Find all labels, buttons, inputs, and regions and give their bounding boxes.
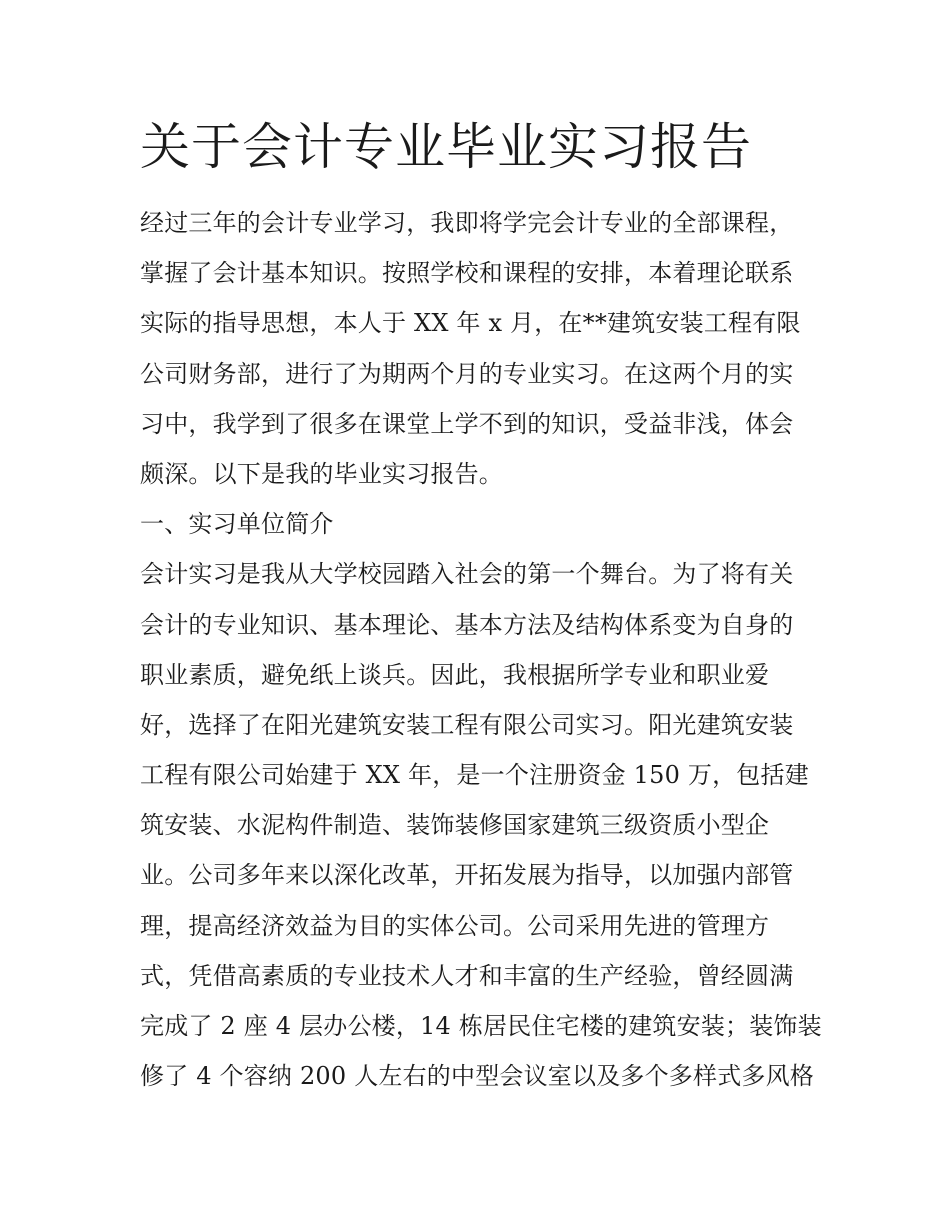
body-line: 业。公司多年来以深化改革，开拓发展为指导，以加强内部管 [140, 861, 794, 890]
body-line: 掌握了会计基本知识。按照学校和课程的安排，本着理论联系 [140, 259, 794, 288]
document-page [140, 108, 820, 1101]
body-line: 会计的专业知识、基本理论、基本方法及结构体系变为自身的 [140, 610, 794, 639]
body-line: 经过三年的会计专业学习，我即将学完会计专业的全部课程， [140, 209, 794, 237]
body-line: 公司财务部，进行了为期两个月的专业实习。在这两个月的实 [140, 359, 794, 388]
body-line: 修了 4 个容纳 200 人左右的中型会议室以及多个多样式多风格 [140, 1062, 814, 1091]
body-line: 理，提高经济效益为目的实体公司。公司采用先进的管理方 [140, 911, 770, 940]
body-line: 完成了 2 座 4 层办公楼，14 栋居民住宅楼的建筑安装；装饰装 [140, 1012, 822, 1040]
body-line: 会计实习是我从大学校园踏入社会的第一个舞台。为了将有关 [140, 560, 794, 589]
body-line: 式，凭借高素质的专业技术人才和丰富的生产经验，曾经圆满 [140, 961, 794, 990]
document-body [140, 198, 820, 1101]
body-line: 习中，我学到了很多在课堂上学不到的知识，受益非浅，体会 [140, 409, 794, 438]
document-title: 关于会计专业毕业实习报告 [140, 118, 752, 176]
body-line: 工程有限公司始建于 XX 年，是一个注册资金 150 万，包括建 [140, 761, 809, 790]
body-line: 实际的指导思想，本人于 XX 年 x 月，在**建筑安装工程有限 [140, 309, 801, 338]
body-line: 职业素质，避免纸上谈兵。因此，我根据所学专业和职业爱 [140, 660, 770, 689]
body-line: 颇深。以下是我的毕业实习报告。 [140, 459, 503, 488]
section-heading: 一、实习单位简介 [140, 510, 334, 539]
body-line: 筑安装、水泥构件制造、装饰装修国家建筑三级资质小型企 [140, 811, 770, 840]
body-line: 好，选择了在阳光建筑安装工程有限公司实习。阳光建筑安装 [140, 710, 794, 739]
